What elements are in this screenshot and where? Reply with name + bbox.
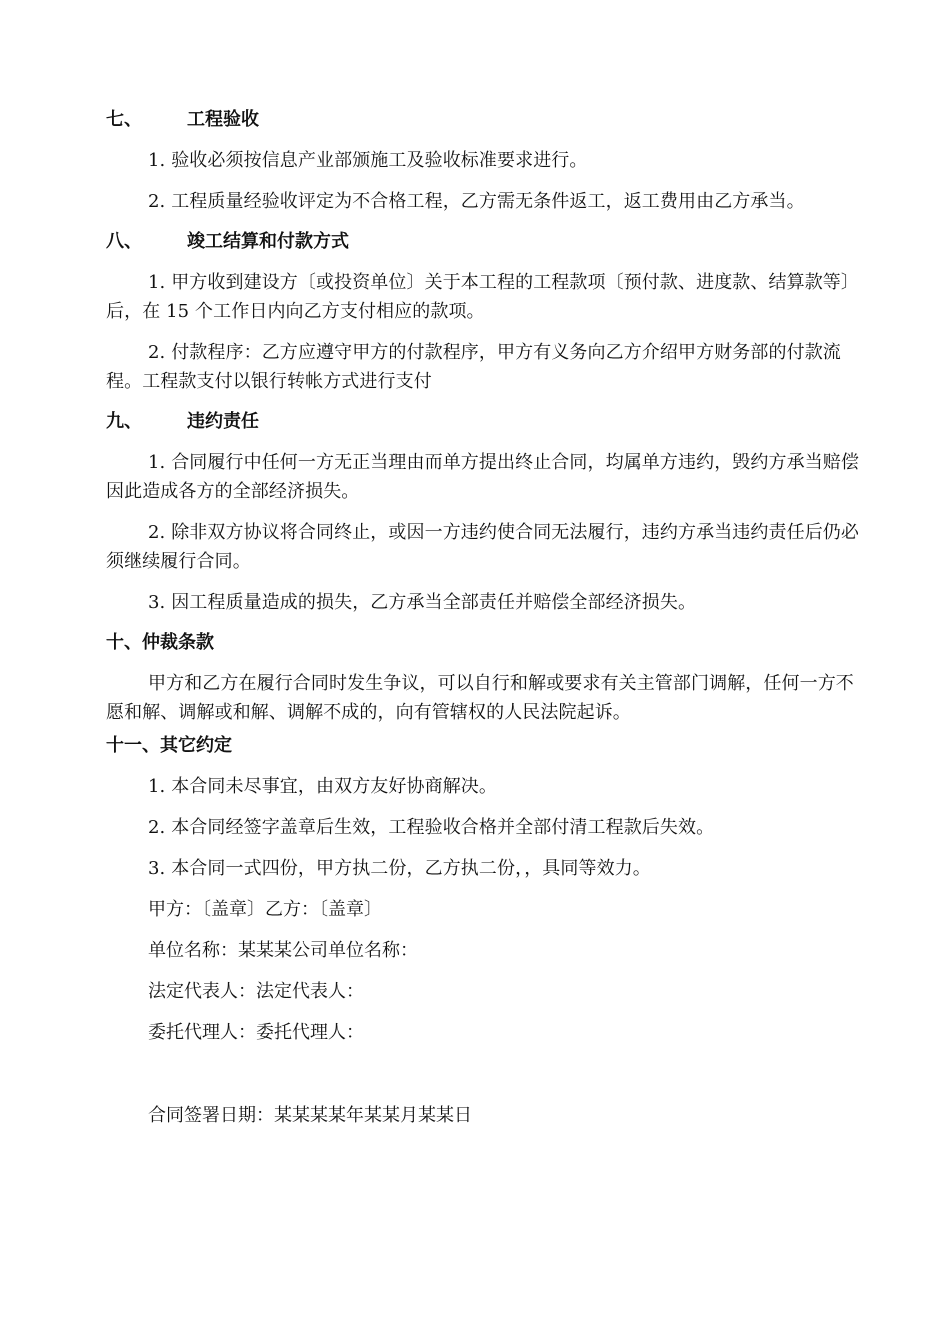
section-title: 仲裁条款: [142, 632, 214, 653]
signature-legal-rep: 法定代表人：法定代表人：: [148, 981, 364, 1002]
clause-11-2: 2. 本合同经签字盖章后生效，工程验收合格并全部付清工程款后失效。: [148, 817, 715, 838]
signature-parties: 甲方：〔盖章〕乙方：〔盖章〕: [148, 899, 382, 920]
signature-date: 合同签署日期：某某某某年某某月某某日: [148, 1105, 472, 1126]
section-number: 十一、: [106, 735, 160, 756]
signature-unit-name: 单位名称：某某某公司单位名称：: [148, 940, 418, 961]
section-heading-8: [106, 228, 860, 256]
section-title: 工程验收: [187, 109, 259, 130]
section-title: 竣工结算和付款方式: [187, 231, 349, 252]
section-number: 八、: [106, 231, 142, 252]
clause-7-2: 2. 工程质量经验收评定为不合格工程，乙方需无条件返工，返工费用由乙方承当。: [148, 191, 805, 212]
signature-agent: 委托代理人：委托代理人：: [148, 1022, 364, 1043]
signature-spacer: [106, 1059, 860, 1101]
clause-8-2: 2. 付款程序：乙方应遵守甲方的付款程序，甲方有义务向乙方介绍甲方财务部的付款流程。工程款支付以银行转帐方式进行支付: [106, 342, 841, 392]
section-heading-9: [106, 408, 860, 436]
section-number: 九、: [106, 411, 142, 432]
clause-9-3: 3. 因工程质量造成的损失，乙方承当全部责任并赔偿全部经济损失。: [148, 592, 697, 613]
section-heading-10: [106, 629, 860, 657]
clause-8-1: 1. 甲方收到建设方〔或投资单位〕关于本工程的工程款项〔预付款、进度款、结算款等〕后，在 15 个工作日内向乙方支付相应的款项。: [106, 272, 859, 322]
clause-11-3: 3. 本合同一式四份，甲方执二份，乙方执二份，，具同等效力。: [148, 858, 651, 879]
section-heading-7: [106, 106, 860, 134]
signature-block: [106, 895, 860, 1130]
section-title: 其它约定: [160, 735, 232, 756]
contract-page: [106, 106, 860, 1142]
section-title: 违约责任: [187, 411, 259, 432]
clause-9-2: 2. 除非双方协议将合同终止，或因一方违约使合同无法履行，违约方承当违约责任后仍必须继续履行合同。: [106, 522, 859, 572]
clause-9-1: 1. 合同履行中任何一方无正当理由而单方提出终止合同，均属单方违约，毁约方承当赔偿因此造成各方的全部经济损失。: [106, 452, 859, 502]
clause-7-1: 1. 验收必须按信息产业部颁施工及验收标准要求进行。: [148, 150, 588, 171]
clause-10-1: 甲方和乙方在履行合同时发生争议，可以自行和解或要求有关主管部门调解，任何一方不愿和解、调解或和解、调解不成的，向有管辖权的人民法院起诉。: [106, 673, 854, 723]
section-number: 十、: [106, 632, 142, 653]
section-heading-11: [106, 732, 860, 760]
section-number: 七、: [106, 109, 142, 130]
clause-11-1: 1. 本合同未尽事宜，由双方友好协商解决。: [148, 776, 497, 797]
